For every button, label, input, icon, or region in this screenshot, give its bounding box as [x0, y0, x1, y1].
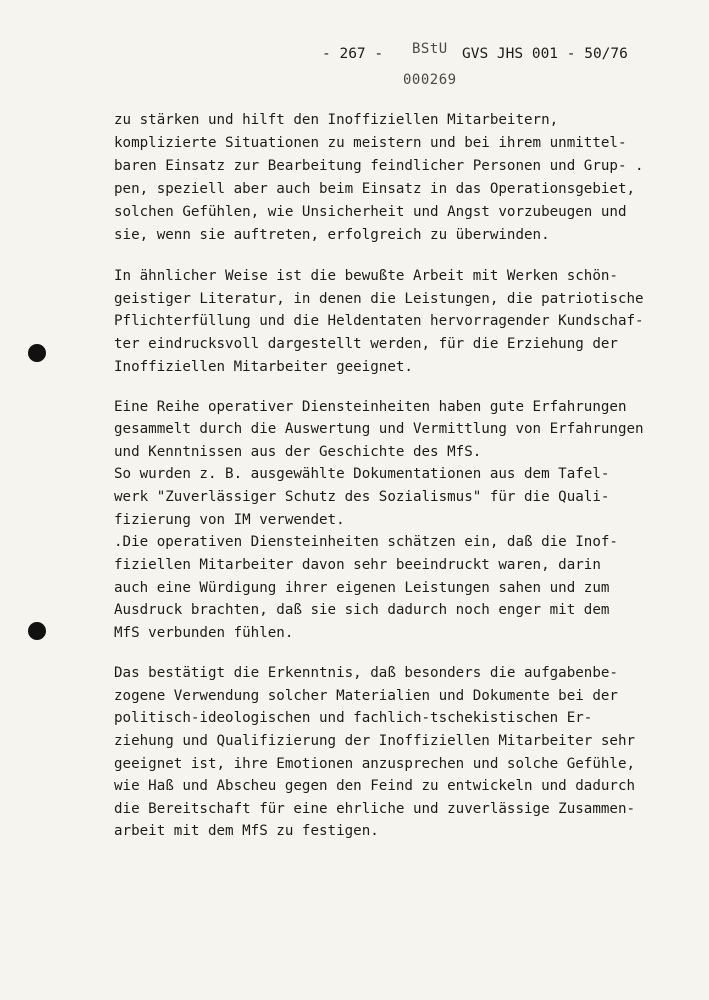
- text-line: wie Haß und Abscheu gegen den Feind zu entwickeln und dadurch: [114, 778, 636, 794]
- text-line: auch eine Würdigung ihrer eigenen Leistungen sahen und zum: [114, 580, 610, 596]
- text-line: fiziellen Mitarbeiter davon sehr beeindruckt waren, darin: [114, 557, 601, 573]
- text-line: Das bestätigt die Erkenntnis, daß besonders die aufgabenbe-: [114, 665, 618, 681]
- text-line: arbeit mit dem MfS zu festigen.: [114, 823, 379, 839]
- text-line: So wurden z. B. ausgewählte Dokumentationen aus dem Tafel-: [114, 466, 610, 482]
- punch-hole-icon: [28, 622, 46, 640]
- text-line: fizierung von IM verwendet.: [114, 512, 345, 528]
- text-line: und Kenntnissen aus der Geschichte des MfS.: [114, 444, 482, 460]
- text-line: sie, wenn sie auftreten, erfolgreich zu überwinden.: [114, 227, 550, 243]
- text-line: baren Einsatz zur Bearbeitung feindlicher Personen und Grup- .: [114, 158, 644, 174]
- text-line: .Die operativen Diensteinheiten schätzen ein, daß die Inof-: [114, 534, 618, 550]
- text-line: zu stärken und hilft den Inoffiziellen Mitarbeitern,: [114, 112, 559, 128]
- text-line: werk "Zuverlässiger Schutz des Sozialismus" für die Quali-: [114, 489, 610, 505]
- text-line: In ähnlicher Weise ist die bewußte Arbeit mit Werken schön-: [114, 268, 618, 284]
- punch-hole-icon: [28, 344, 46, 362]
- page-number: - 267 -: [322, 46, 384, 62]
- text-line: Inoffiziellen Mitarbeiter geeignet.: [114, 359, 413, 375]
- text-line: Eine Reihe operativer Diensteinheiten haben gute Erfahrungen: [114, 399, 627, 415]
- text-line: komplizierte Situationen zu meistern und bei ihrem unmittel-: [114, 135, 627, 151]
- text-line: politisch-ideologischen und fachlich-tschekistischen Er-: [114, 710, 593, 726]
- archive-number: 000269: [403, 72, 457, 88]
- text-line: geeignet ist, ihre Emotionen anzusprechen und solche Gefühle,: [114, 756, 636, 772]
- text-line: MfS verbunden fühlen.: [114, 625, 294, 641]
- text-line: ziehung und Qualifizierung der Inoffiziellen Mitarbeiter sehr: [114, 733, 636, 749]
- text-line: ter eindrucksvoll dargestellt werden, für die Erziehung der: [114, 336, 618, 352]
- text-line: pen, speziell aber auch beim Einsatz in das Operationsgebiet,: [114, 181, 636, 197]
- text-line: zogene Verwendung solcher Materialien und Dokumente bei der: [114, 688, 618, 704]
- text-line: Ausdruck brachten, daß sie sich dadurch noch enger mit dem: [114, 602, 610, 618]
- text-line: gesammelt durch die Auswertung und Vermittlung von Erfahrungen: [114, 421, 644, 437]
- document-reference: GVS JHS 001 - 50/76: [462, 46, 628, 62]
- text-line: die Bereitschaft für eine ehrliche und zuverlässige Zusammen-: [114, 801, 636, 817]
- text-line: solchen Gefühlen, wie Unsicherheit und Angst vorzubeugen und: [114, 204, 627, 220]
- text-line: Pflichterfüllung und die Heldentaten hervorragender Kundschaf-: [114, 313, 644, 329]
- archive-stamp: BStU: [412, 41, 448, 57]
- text-line: geistiger Literatur, in denen die Leistungen, die patriotische: [114, 291, 644, 307]
